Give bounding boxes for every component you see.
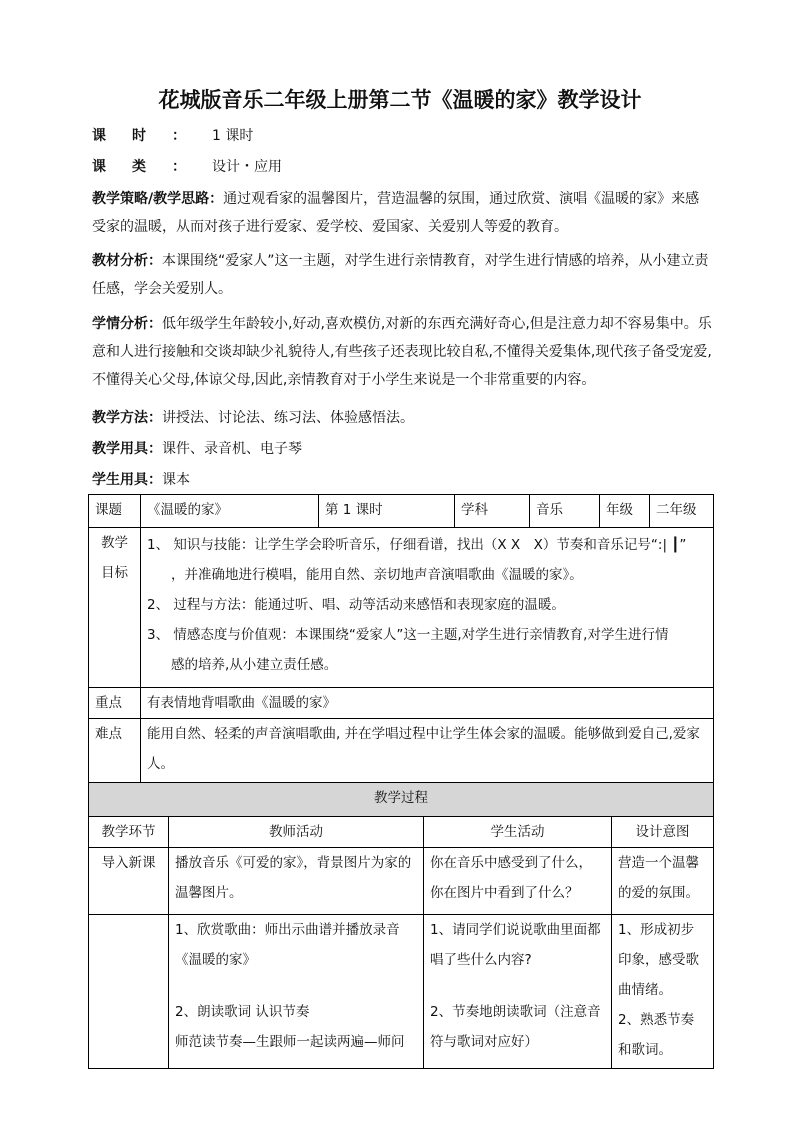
student-step: 2、节奏地朗读歌词（注意音符与歌词对应好）	[430, 1004, 601, 1050]
goal-line: ，并准确地进行模唱，能用自然、亲切地声音演唱歌曲《温暖的家》。	[171, 567, 583, 583]
difficulty-value: 能用自然、轻柔的声音演唱歌曲, 并在学唱过程中让学生体会家的温暖。能够做到爱自己,爱家人。	[141, 719, 714, 783]
strategy-label: 教学策略/教学思路：	[92, 191, 224, 207]
table-row	[89, 719, 714, 783]
lesson-time-line	[92, 122, 712, 150]
material-value: 本课围绕“爱家人”这一主题，对学生进行亲情教育，对学生进行情感的培养，从小建立责任感，学会关爱别人。	[92, 253, 709, 297]
students-paragraph	[92, 310, 712, 394]
key-value: 有表情地背唱歌曲《温暖的家》	[141, 688, 714, 719]
teacher-step: 1、欣赏歌曲：师出示曲谱并播放录音《温暖的家》	[175, 922, 400, 968]
table-row	[89, 915, 714, 1069]
intro-intent: 营造一个温馨的爱的氛围。	[612, 848, 714, 915]
new-student	[424, 915, 612, 1069]
methods-value: 讲授法、讨论法、练习法、体验感悟法。	[162, 410, 414, 426]
lesson-type-line	[92, 153, 712, 181]
lesson-time-value: 1 课时	[212, 128, 254, 144]
students-value: 低年级学生年龄较小,好动,喜欢模仿,对新的东西充满好奇心,但是注意力却不容易集中。乐意和人进行接触和交谈却缺少礼貌待人,有些孩子还表现比较自私,不懂得关爱集体,现代孩子备受宠爱,不懂得关心父母,体谅父母,因此,亲情教育对于小学生来说是一个非常重要的内容。	[92, 316, 712, 388]
key-label: 重点	[89, 688, 141, 719]
period-value: 第 1 课时	[319, 495, 455, 528]
intent-step: 1、形成初步印象，感受歌曲情绪。	[618, 922, 699, 998]
teacher-step: 2、朗读歌词 认识节奏	[175, 1004, 310, 1020]
table-row	[89, 688, 714, 719]
strategy-value: 通过观看家的温馨图片，营造温馨的氛围，通过欣赏、演唱《温暖的家》来感受家的温暖，从而对孩子进行爱家、爱学校、爱国家、关爱别人等爱的教育。	[92, 191, 700, 235]
goal-line: 感的培养,从小建立责任感。	[171, 657, 338, 673]
column-header: 教师活动	[169, 817, 424, 848]
goals-content	[141, 528, 714, 688]
table-row	[89, 817, 714, 848]
students-label: 学情分析：	[92, 316, 162, 332]
discipline-label: 学科	[455, 495, 530, 528]
discipline-value: 音乐	[530, 495, 600, 528]
table-row	[89, 528, 714, 688]
column-header: 学生活动	[424, 817, 612, 848]
tools-value: 课件、录音机、电子琴	[162, 441, 302, 457]
table-row	[89, 495, 714, 528]
intro-student: 你在音乐中感受到了什么，你在图片中看到了什么？	[424, 848, 612, 915]
student-tools-line	[92, 466, 712, 494]
methods-label: 教学方法：	[92, 410, 162, 426]
new-teacher	[169, 915, 424, 1069]
new-stage	[89, 915, 169, 1069]
intent-step: 2、熟悉节奏和歌词。	[618, 1012, 695, 1058]
lesson-type-label: 课类：	[92, 159, 212, 175]
student-tools-value: 课本	[162, 472, 190, 488]
difficulty-label: 难点	[89, 719, 141, 783]
table-row	[89, 783, 714, 817]
intro-teacher: 播放音乐《可爱的家》，背景图片为家的温馨图片。	[169, 848, 424, 915]
material-label: 教材分析：	[92, 253, 162, 269]
material-paragraph	[92, 247, 712, 303]
lesson-time-label: 课时：	[92, 128, 212, 144]
student-step: 1、请同学们说说歌曲里面都唱了些什么内容?	[430, 922, 601, 968]
tools-label: 教学用具：	[92, 441, 162, 457]
intro-stage: 导入新课	[89, 848, 169, 915]
goal-line: 1、 知识与技能：让学生学会聆听音乐，仔细看谱，找出（X X X）节奏和音乐记号“:| ┃”	[147, 537, 687, 553]
new-intent	[612, 915, 714, 1069]
process-banner: 教学过程	[89, 783, 714, 817]
column-header: 教学环节	[89, 817, 169, 848]
grade-label: 年级	[600, 495, 650, 528]
goal-line: 2、 过程与方法：能通过听、唱、动等活动来感悟和表现家庭的温暖。	[147, 597, 565, 613]
column-header: 设计意图	[612, 817, 714, 848]
goal-line: 3、 情感态度与价值观：本课围绕“爱家人”这一主题,对学生进行亲情教育,对学生进行情	[147, 627, 669, 643]
strategy-paragraph	[92, 185, 712, 241]
student-tools-label: 学生用具：	[92, 472, 162, 488]
page-title: 花城版音乐二年级上册第二节《温暖的家》教学设计	[158, 87, 642, 112]
lesson-info-table	[88, 494, 714, 783]
lesson-type-value: 设计・应用	[212, 159, 282, 175]
grade-value: 二年级	[650, 495, 714, 528]
subject-label: 课题	[89, 495, 141, 528]
teacher-step: 师范读节奏—生跟师一起读两遍—师问	[175, 1034, 405, 1050]
methods-line	[92, 404, 712, 432]
tools-line	[92, 435, 712, 463]
process-table	[88, 782, 714, 1069]
goals-label: 教学目标	[89, 528, 141, 688]
table-row	[89, 848, 714, 915]
subject-value: 《温暖的家》	[141, 495, 319, 528]
